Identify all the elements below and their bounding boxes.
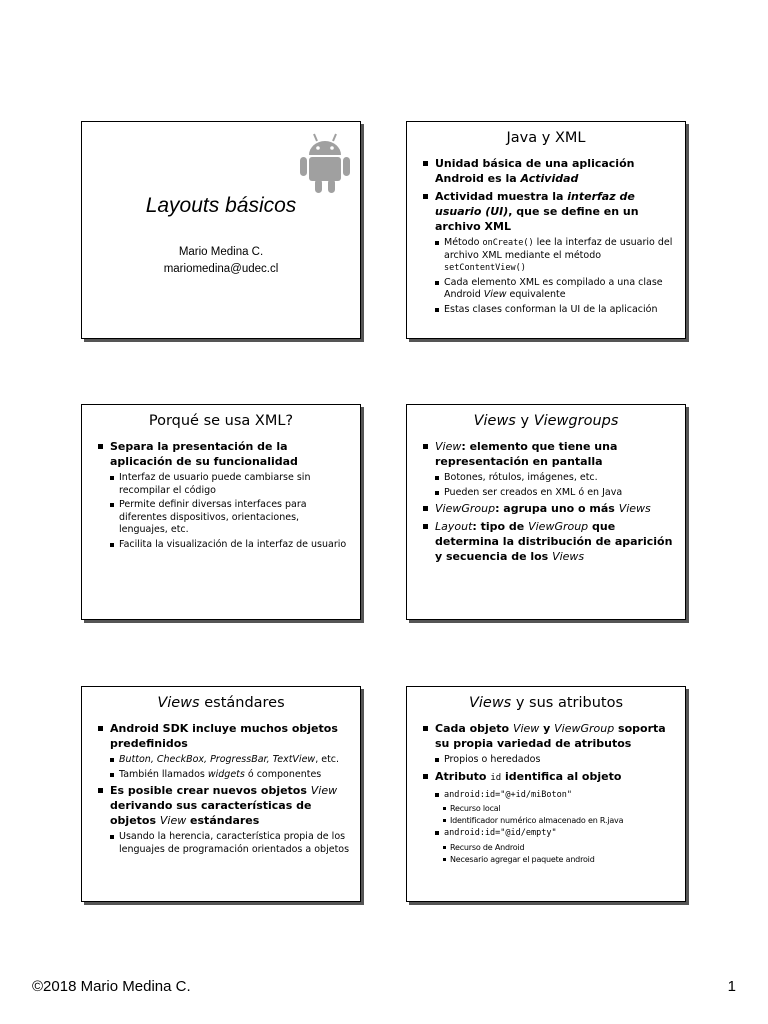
bullet: Unidad básica de una aplicación Android es la Actividad	[423, 156, 675, 186]
bullet: Separa la presentación de la aplicación de su funcionalidad	[98, 439, 350, 469]
slide-heading: Views estándares	[157, 695, 285, 711]
slide-views-viewgroups	[406, 404, 686, 620]
slide-view-attributes	[406, 686, 686, 902]
sub-bullet: Propios o heredados	[435, 754, 675, 767]
slide-why-xml	[81, 404, 361, 620]
sub-sub-bullet: Identificador numérico almacenado en R.java	[443, 815, 675, 826]
slide-heading: Views y Viewgroups	[473, 413, 619, 429]
slide-heading: Porqué se usa XML?	[148, 413, 294, 429]
sub-bullet: Interfaz de usuario puede cambiarse sin recompilar el código	[110, 472, 350, 497]
bullet: ViewGroup: agrupa uno o más Views	[423, 501, 675, 516]
sub-sub-bullet: Necesario agregar el paquete android	[443, 854, 675, 865]
slide-java-xml	[406, 121, 686, 339]
author-name: Mario Medina C.	[178, 246, 264, 258]
bullet: Cada objeto View y ViewGroup soporta su propia variedad de atributos	[423, 721, 675, 751]
android-robot-icon	[297, 130, 353, 196]
sub-sub-bullet: Recurso de Android	[443, 842, 675, 853]
presentation-title: Layouts básicos	[145, 194, 297, 217]
sub-bullet: Método onCreate() lee la interfaz de usuario del archivo XML mediante el método setContentView()	[435, 237, 675, 275]
slide-heading: Java y XML	[506, 130, 586, 146]
slide-title	[81, 121, 361, 339]
slide-standard-views	[81, 686, 361, 902]
author-email: mariomedina@udec.cl	[163, 263, 279, 275]
bullet: Android SDK incluye muchos objetos predefinidos	[98, 721, 350, 751]
sub-bullet: Estas clases conforman la UI de la aplicación	[435, 304, 675, 317]
sub-sub-bullet: Recurso local	[443, 803, 675, 814]
sub-bullet: android:id="@+id/miBoton"	[435, 789, 675, 802]
sub-bullet: Button, CheckBox, ProgressBar, TextView, etc.	[110, 754, 350, 767]
sub-bullet: Botones, rótulos, imágenes, etc.	[435, 472, 675, 485]
sub-bullet: Permite definir diversas interfaces para diferentes dispositivos, orientaciones, lenguajes, etc.	[110, 499, 350, 537]
sub-bullet: Pueden ser creados en XML ó en Java	[435, 487, 675, 500]
sub-bullet: Facilita la visualización de la interfaz de usuario	[110, 539, 350, 552]
footer-copyright: ©2018 Mario Medina C.	[32, 978, 191, 995]
bullet: Actividad muestra la interfaz de usuario (UI), que se define en un archivo XML	[423, 189, 675, 234]
sub-bullet: Usando la herencia, característica propia de los lenguajes de programación orientados a objetos	[110, 831, 350, 856]
sub-bullet: También llamados widgets ó componentes	[110, 769, 350, 782]
slide-heading: Views y sus atributos	[468, 695, 624, 711]
bullet: Layout: tipo de ViewGroup que determina la distribución de aparición y secuencia de los Views	[423, 519, 675, 564]
sub-bullet: Cada elemento XML es compilado a una clase Android View equivalente	[435, 277, 675, 302]
bullet: View: elemento que tiene una representación en pantalla	[423, 439, 675, 469]
sub-bullet: android:id="@id/empty"	[435, 827, 675, 840]
page-number: 1	[727, 978, 736, 995]
bullet: Es posible crear nuevos objetos View derivando sus características de objetos View estándares	[98, 783, 350, 828]
bullet: Atributo id identifica al objeto	[423, 769, 675, 786]
